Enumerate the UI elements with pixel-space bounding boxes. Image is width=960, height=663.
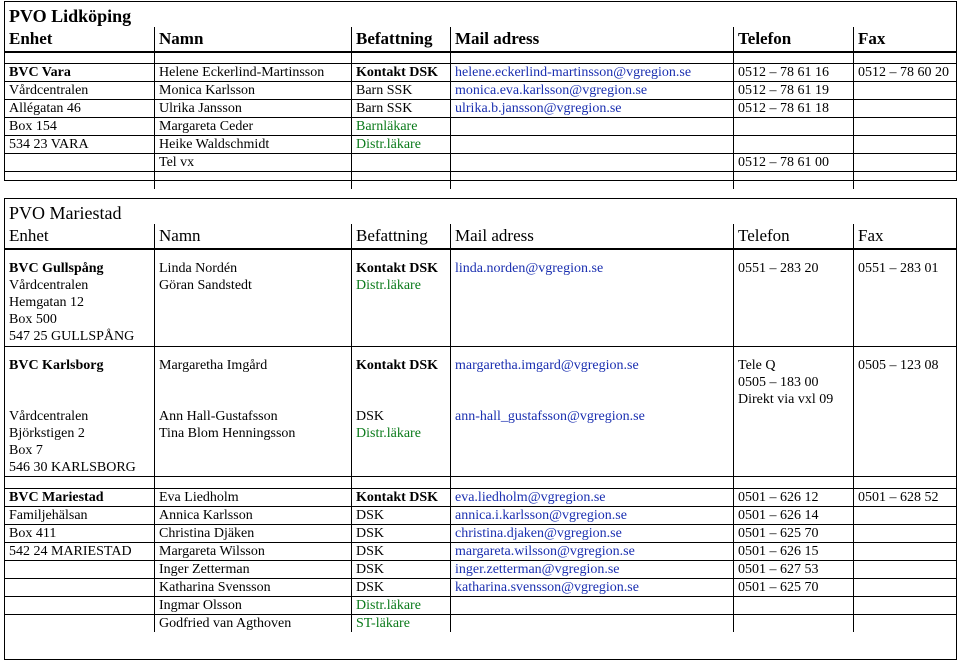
- phone-cell: 0512 – 78 61 18: [734, 100, 854, 117]
- mail-link[interactable]: inger.zetterman@vgregion.se: [451, 561, 734, 578]
- unit-cell: Box 7: [9, 443, 43, 458]
- fax-cell: [854, 82, 956, 99]
- role-cell: Kontakt DSK: [352, 489, 451, 506]
- phone-cell: 0501 – 626 14: [734, 507, 854, 524]
- unit-cell: Björkstigen 2: [9, 426, 85, 441]
- karlsborg-block: [5, 346, 956, 476]
- mail-link[interactable]: annica.i.karlsson@vgregion.se: [451, 507, 734, 524]
- role-cell: DSK: [352, 579, 451, 596]
- header-mail: Mail adress: [451, 27, 734, 51]
- name-cell: Göran Sandstedt: [159, 278, 252, 293]
- mail-link[interactable]: helene.eckerlind-martinsson@vgregion.se: [451, 64, 734, 81]
- unit-cell: Familjehälsan: [5, 507, 155, 524]
- header-phone: Telefon: [734, 224, 854, 248]
- name-cell: Tina Blom Henningsson: [159, 426, 296, 441]
- fax-col: [854, 347, 956, 476]
- gullspang-block: [5, 250, 956, 346]
- role-cell: Distr.läkare: [352, 136, 451, 153]
- phone-cell: 0501 – 625 70: [734, 579, 854, 596]
- unit-cell: Vårdcentralen: [9, 278, 89, 293]
- name-cell: Christina Djäken: [155, 525, 352, 542]
- header-mail: Mail adress: [451, 224, 734, 248]
- unit-cell: Allégatan 46: [5, 100, 155, 117]
- table-row: [5, 560, 956, 578]
- unit-cell: Vårdcentralen: [9, 409, 89, 424]
- unit-cell: Box 500: [9, 312, 57, 327]
- section-title: PVO Mariestad: [9, 203, 122, 223]
- table-row: [5, 614, 956, 632]
- spacer-row: [5, 53, 956, 63]
- unit-cell: BVC Mariestad: [5, 489, 155, 506]
- unit-cell: BVC Karlsborg: [9, 358, 104, 373]
- role-cell: DSK: [352, 525, 451, 542]
- table-row: [5, 488, 956, 506]
- name-cell: Ingmar Olsson: [155, 597, 352, 614]
- unit-cell: Vårdcentralen: [5, 82, 155, 99]
- role-cell: Kontakt DSK: [356, 358, 439, 373]
- pvo-mariestad-table: [4, 198, 957, 660]
- header-name: Namn: [155, 224, 352, 248]
- phone-cell: Direkt via vxl 09: [738, 392, 834, 407]
- role-cell: Barn SSK: [352, 82, 451, 99]
- unit-cell: Box 154: [5, 118, 155, 135]
- phone-col: [734, 347, 854, 476]
- role-cell: Barnläkare: [352, 118, 451, 135]
- unit-cell: 542 24 MARIESTAD: [5, 543, 155, 560]
- table-row: [5, 99, 956, 117]
- name-cell: Margareta Ceder: [155, 118, 352, 135]
- unit-cell: 546 30 KARLSBORG: [9, 460, 136, 475]
- table-row: [5, 153, 956, 171]
- name-cell: Linda Nordén: [159, 261, 238, 276]
- unit-cell: Hemgatan 12: [9, 295, 85, 310]
- mail-link[interactable]: monica.eva.karlsson@vgregion.se: [451, 82, 734, 99]
- phone-cell: 0501 – 626 12: [734, 489, 854, 506]
- phone-cell: 0551 – 283 20: [738, 261, 819, 276]
- phone-cell: 0512 – 78 61 16: [734, 64, 854, 81]
- unit-cell: BVC Vara: [5, 64, 155, 81]
- name-col: [155, 250, 352, 346]
- mail-link[interactable]: margareta.wilsson@vgregion.se: [451, 543, 734, 560]
- name-cell: Heike Waldschmidt: [155, 136, 352, 153]
- header-role: Befattning: [352, 224, 451, 248]
- fax-cell: 0505 – 123 08: [858, 358, 939, 373]
- mail-col: [451, 347, 734, 476]
- table-row: [5, 578, 956, 596]
- role-cell: Distr.läkare: [356, 278, 421, 293]
- header-phone: Telefon: [734, 27, 854, 51]
- header-fax: Fax: [858, 226, 884, 245]
- role-cell: DSK: [356, 409, 385, 424]
- name-cell: Eva Liedholm: [155, 489, 352, 506]
- pvo-lidkoping-table: [4, 1, 957, 181]
- table-row: [5, 596, 956, 614]
- table-row: [5, 524, 956, 542]
- section-title: PVO Lidköping: [9, 6, 132, 26]
- table-row: [5, 63, 956, 81]
- spacer-row: [5, 477, 956, 488]
- phone-cell: 0501 – 626 15: [734, 543, 854, 560]
- name-cell: Inger Zetterman: [155, 561, 352, 578]
- mail-link[interactable]: margaretha.imgard@vgregion.se: [455, 358, 639, 373]
- mail-link[interactable]: katharina.svensson@vgregion.se: [451, 579, 734, 596]
- role-cell: DSK: [352, 507, 451, 524]
- unit-col: [5, 347, 155, 476]
- header-row: [5, 27, 956, 53]
- fax-col: [854, 250, 956, 346]
- fax-cell: 0501 – 628 52: [858, 490, 939, 505]
- phone-cell: 0512 – 78 61 00: [734, 154, 854, 171]
- unit-cell: 534 23 VARA: [5, 136, 155, 153]
- phone-cell: 0501 – 627 53: [734, 561, 854, 578]
- role-cell: DSK: [352, 543, 451, 560]
- role-cell: DSK: [352, 561, 451, 578]
- name-col: [155, 347, 352, 476]
- mail-link[interactable]: christina.djaken@vgregion.se: [451, 525, 734, 542]
- mail-link[interactable]: ulrika.b.jansson@vgregion.se: [451, 100, 734, 117]
- phone-col: [734, 250, 854, 346]
- table-row: [5, 542, 956, 560]
- header-row: [5, 224, 956, 250]
- role-cell: Distr.läkare: [352, 597, 451, 614]
- table-row: [5, 81, 956, 99]
- phone-cell: 0512 – 78 61 19: [734, 82, 854, 99]
- unit-cell: Box 411: [5, 525, 155, 542]
- unit-cell: 547 25 GULLSPÅNG: [9, 329, 135, 344]
- name-cell: Annica Karlsson: [155, 507, 352, 524]
- header-role: Befattning: [352, 27, 451, 51]
- name-cell: Margareta Wilsson: [155, 543, 352, 560]
- name-cell: Godfried van Agthoven: [155, 615, 352, 632]
- phone-cell: 0505 – 183 00: [738, 375, 819, 390]
- name-cell: Margaretha Imgård: [159, 358, 268, 373]
- table-row: [5, 135, 956, 153]
- role-cell: ST-läkare: [352, 615, 451, 632]
- header-fax: Fax: [858, 29, 886, 48]
- fax-cell: [854, 100, 956, 117]
- mail-col: [451, 250, 734, 346]
- role-col: [352, 347, 451, 476]
- fax-cell: 0551 – 283 01: [858, 261, 939, 276]
- mail-link[interactable]: eva.liedholm@vgregion.se: [451, 489, 734, 506]
- name-cell: Ulrika Jansson: [155, 100, 352, 117]
- name-cell: Monica Karlsson: [155, 82, 352, 99]
- role-cell: Kontakt DSK: [352, 64, 451, 81]
- unit-cell: BVC Gullspång: [9, 261, 104, 276]
- table-row: [5, 506, 956, 524]
- mariestad-block: [5, 476, 956, 632]
- phone-cell: Tele Q: [738, 358, 776, 373]
- spacer-row: [5, 171, 956, 189]
- name-cell: Ann Hall-Gustafsson: [159, 409, 278, 424]
- header-unit: Enhet: [5, 27, 155, 51]
- name-cell: Katharina Svensson: [155, 579, 352, 596]
- header-name: Namn: [155, 27, 352, 51]
- name-cell: Helene Eckerlind-Martinsson: [155, 64, 352, 81]
- name-cell: Tel vx: [155, 154, 352, 171]
- mail-link[interactable]: linda.norden@vgregion.se: [455, 261, 604, 276]
- role-cell: Distr.läkare: [356, 426, 421, 441]
- phone-cell: 0501 – 625 70: [734, 525, 854, 542]
- role-cell: Kontakt DSK: [356, 261, 439, 276]
- role-cell: Barn SSK: [352, 100, 451, 117]
- unit-col: [5, 250, 155, 346]
- mail-link[interactable]: ann-hall_gustafsson@vgregion.se: [455, 409, 645, 424]
- table-row: [5, 117, 956, 135]
- fax-cell: 0512 – 78 60 20: [858, 65, 949, 80]
- header-unit: Enhet: [5, 224, 155, 248]
- role-col: [352, 250, 451, 346]
